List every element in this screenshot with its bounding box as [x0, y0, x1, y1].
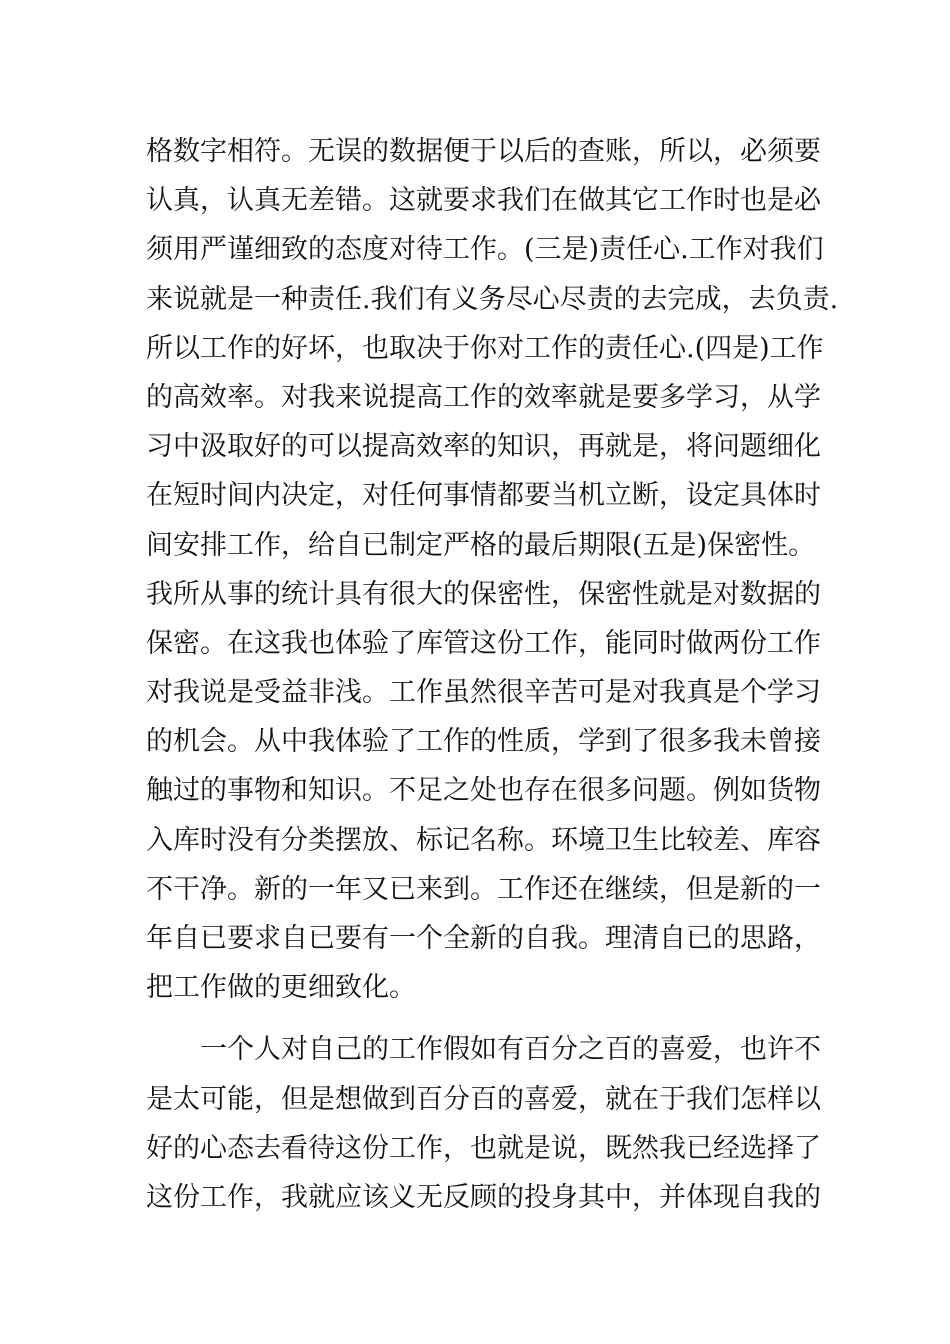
paragraph-line: 把工作做的更细致化。	[146, 972, 416, 1004]
paragraph-line: 一个人对自己的工作假如有百分之百的喜爱，也许不	[200, 1034, 821, 1066]
paragraph-line: 保密。在这我也体验了库管这份工作，能同时做两份工作	[146, 627, 821, 659]
paragraph-line: 习中汲取好的可以提高效率的知识，再就是，将问题细化	[146, 431, 821, 463]
paragraph-line: 是太可能，但是想做到百分百的喜爱，就在于我们怎样以	[146, 1083, 821, 1115]
paragraph-line: 对我说是受益非浅。工作虽然很辛苦可是对我真是个学习	[146, 677, 821, 709]
paragraph-1	[146, 127, 839, 1012]
paragraph-line: 入库时没有分类摆放、标记名称。环境卫生比较差、库容	[146, 824, 821, 856]
paragraph-line: 在短时间内决定，对任何事情都要当机立断，设定具体时	[146, 480, 821, 512]
paragraph-line: 的高效率。对我来说提高工作的效率就是要多学习，从学	[146, 381, 821, 413]
paragraph-line: 须用严谨细致的态度对待工作。(三是)责任心.工作对我们	[146, 234, 824, 266]
paragraph-line: 的机会。从中我体验了工作的性质，学到了很多我未曾接	[146, 726, 821, 758]
paragraph-line: 不干净。新的一年又已来到。工作还在继续，但是新的一	[146, 873, 821, 905]
paragraph-2	[146, 1025, 821, 1222]
paragraph-line: 所以工作的好坏，也取决于你对工作的责任心.(四是)工作	[146, 332, 824, 364]
document-body	[146, 127, 839, 1222]
paragraph-line: 认真，认真无差错。这就要求我们在做其它工作时也是必	[146, 185, 821, 217]
paragraph-line: 来说就是一种责任.我们有义务尽心尽责的去完成，去负责.	[146, 283, 839, 315]
paragraph-line: 间安排工作，给自已制定严格的最后期限(五是)保密性。	[146, 529, 816, 561]
paragraph-line: 年自已要求自已要有一个全新的自我。理清自已的思路，	[146, 923, 821, 954]
paragraph-line: 格数字相符。无误的数据便于以后的查账，所以，必须要	[146, 136, 821, 167]
paragraph-spacer	[146, 1012, 810, 1025]
paragraph-line: 触过的事物和知识。不足之处也存在很多问题。例如货物	[146, 775, 821, 807]
paragraph-line: 这份工作，我就应该义无反顾的投身其中，并体现自我的	[146, 1181, 821, 1213]
paragraph-line: 好的心态去看待这份工作，也就是说，既然我已经选择了	[146, 1132, 821, 1164]
paragraph-line: 我所从事的统计具有很大的保密性，保密性就是对数据的	[146, 578, 821, 610]
